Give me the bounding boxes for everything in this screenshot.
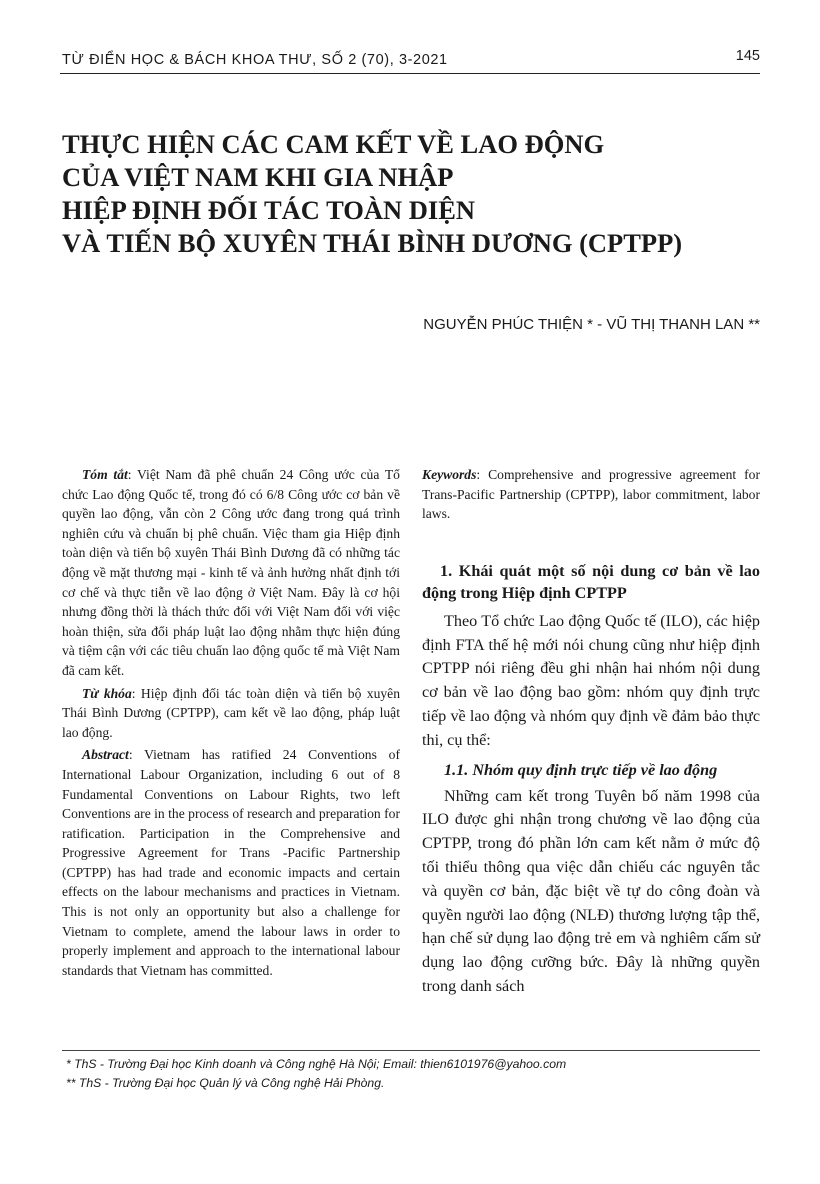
keywords-en-label: Keywords <box>422 467 477 482</box>
header-rule <box>60 73 760 74</box>
title-line: THỰC HIỆN CÁC CAM KẾT VỀ LAO ĐỘNG <box>62 129 605 159</box>
authors: NGUYỄN PHÚC THIỆN * - VŨ THỊ THANH LAN ** <box>423 316 760 333</box>
keywords-vi-text: : Hiệp định đối tác toàn diện và tiến bộ xuyên Thái Bình Dương (CPTPP), cam kết về lao động, pháp luật lao động. <box>62 685 400 740</box>
title-line: HIỆP ĐỊNH ĐỐI TÁC TOÀN DIỆN <box>62 195 476 225</box>
footnote-1: * ThS - Trường Đại học Kinh doanh và Công nghệ Hà Nội; Email: thien6101976@yahoo.com <box>66 1057 567 1071</box>
keywords-vi-label: Từ khóa <box>82 685 132 701</box>
abstract-text: : Vietnam has ratified 24 Conventions of International Labour Organization, including 6 out of 8 Fundamental Conventions on Labour Rights, two left Conventions are in the process of research and preparation for ratification. Participation in the Comprehensive and Progressive Agreement for Trans -Pacific Partnership (CPTPP) has had trade and economic impacts and certain effects on the labour mechanisms and practices in Vietnam. This is not only an opportunity but also a challenge for Vietnam to complete, amend the labour laws in order to properly implement and approach to the international labour standards that Vietnam has committed. <box>62 747 400 978</box>
keywords-vi-paragraph <box>62 684 400 743</box>
title-line: VÀ TIẾN BỘ XUYÊN THÁI BÌNH DƯƠNG (CPTPP) <box>62 228 683 258</box>
footnote-rule <box>62 1050 760 1051</box>
abstract-label: Abstract <box>82 747 129 763</box>
article-title <box>62 128 762 260</box>
right-column <box>422 465 760 999</box>
body-paragraph-1: Theo Tổ chức Lao động Quốc tế (ILO), các hiệp định FTA thế hệ mới nói chung cũng như hiệp định CPTPP nói riêng đều ghi nhận hai nhóm nội dung cơ bản về lao động bao gồm: nhóm quy định trực tiếp về lao động và nhóm quy định về đảm bảo thực thi, cụ thể: <box>422 611 760 749</box>
footnote-2: ** ThS - Trường Đại học Quản lý và Công nghệ Hải Phòng. <box>66 1076 385 1090</box>
abstract-paragraph <box>62 745 400 980</box>
subsection-heading: 1.1. Nhóm quy định trực tiếp về lao động <box>444 760 718 779</box>
keywords-en-paragraph <box>422 465 760 524</box>
journal-header: TỪ ĐIỂN HỌC & BÁCH KHOA THƯ, SỐ 2 (70), 3-2021 <box>62 52 448 68</box>
summary-paragraph <box>62 465 400 681</box>
title-line: CỦA VIỆT NAM KHI GIA NHẬP <box>62 162 454 192</box>
summary-text: : Việt Nam đã phê chuẩn 24 Công ước của Tổ chức Lao động Quốc tế, trong đó có 6/8 Công ước cơ bản về quyền lao động, vẫn còn 2 Công ước đang trong quá trình nghiên cứu và chuẩn bị phê chuẩn. Việc tham gia Hiệp định toàn diện và tiến bộ xuyên Thái Bình Dương đã có những tác động về mặt thương mại - kinh tế và ảnh hưởng nhất định tới cơ chế và thực tiễn về lao động ở Việt Nam. Đây là cơ hội nhưng đồng thời là thách thức đối với Việt Nam đối với việc hoàn thiện, sửa đổi pháp luật lao động nhằm thực hiện đúng và tiệm cận với các tiêu chuẩn lao động quốc tế mà Việt Nam đã cam kết. <box>62 467 400 678</box>
keywords-en-text: : Comprehensive and progressive agreement for Trans-Pacific Partnership (CPTPP), labor commitment, labor laws. <box>422 467 760 522</box>
left-column <box>62 465 400 983</box>
page-number: 145 <box>735 48 760 64</box>
body-paragraph-2: Những cam kết trong Tuyên bố năm 1998 của ILO được ghi nhận trong chương về lao động của CPTPP, trong đó phần lớn cam kết nằm ở mức độ tối thiểu thông qua việc dẫn chiếu các nguyên tắc và quyền cơ bản, đặc biệt về tự do công đoàn và quyền người lao động (NLĐ) thương lượng tập thể, hạn chế sử dụng lao động trẻ em và nghiêm cấm sử dụng lao động cưỡng bức. Đây là những quyền trong danh sách <box>422 786 760 995</box>
summary-label: Tóm tắt <box>82 467 128 482</box>
section-heading: 1. Khái quát một số nội dung cơ bản về lao động trong Hiệp định CPTPP <box>422 561 760 602</box>
